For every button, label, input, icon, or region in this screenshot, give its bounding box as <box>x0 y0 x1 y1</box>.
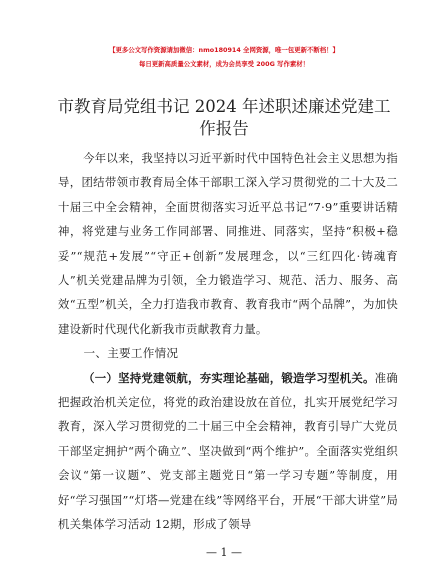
page-number: — 1 — <box>206 546 242 559</box>
document-title: 市教育局党组书记 2024 年述职述廉述党建工作报告 <box>57 97 391 138</box>
sub-section-body: 准确把握政治机关定位，将党的政治建设放在首位，扎实开展党纪学习教育，深入学习贯彻党的二十届三中全会精神，教育引导广大党员干部坚定拥护“两个确立”、坚决做到“两个维护”。全面落实党组织会议“第一议题”、党支部主题党日“第一学习专题”等制度，用好“学习强国”“灯塔—党建在线”等网络平台，开展“干部大讲堂”局机关集体学习活动 12期，形成了领导 <box>58 370 398 532</box>
promo-banner-line-2: 每日更新高质量公文素材，成为会员享受 200G 写作素材！ <box>138 60 310 68</box>
sub-heading: （一）坚持党建领航，夯实理论基础，锻造学习型机关。 <box>83 370 375 385</box>
section-paragraph <box>58 366 398 537</box>
section-heading: 一、主要工作情况 <box>83 346 179 361</box>
intro-paragraph: 今年以来，我坚持以习近平新时代中国特色社会主义思想为指导，团结带领市教育局全体干部职工深入学习贯彻党的二十大及二十届三中全会精神，全面贯彻落实习近平总书记“7·9”重要讲话精神，将党建与业务工作同部署、同推进、同落实，坚持“积极+稳妥”“规范+发展”“守正+创新”发展理念，以“三红四化·铸魂育人”机关党建品牌为引领，全力锻造学习、规范、活力、服务、高效“五型”机关，全力打造我市教育、教育我市“两个品牌”，为加快建设新时代现代化新我市贡献教育力量。 <box>58 151 398 336</box>
document-body <box>58 146 398 537</box>
promo-banner-line-1: 【更多公文写作资源请加微信：nmo180914 全网资源，唯一包更新不断档！】 <box>109 46 339 54</box>
